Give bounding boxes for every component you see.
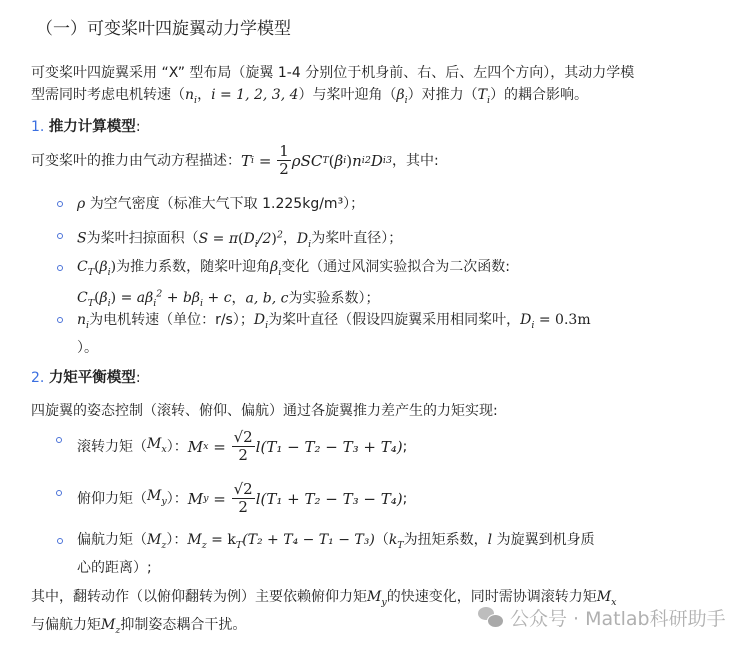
bullet-CT: $C_T(\beta_i)$为推力系数，随桨叶迎角$\beta_i$变化（通过风洞实验拟合为二次函数: $C_T(\beta_i) = a\beta_i^2 + b\beta_i + c$，a, b, c为实验系数）； <box>77 259 510 310</box>
thrust-formula-line: 可变桨叶的推力由气动方程描述： T i = $\frac{1}{2}$ ρSC T ( β i ) n i 2 D i 3 ，其中: <box>31 142 439 178</box>
bullet-pitch-moment: 俯仰力矩（ $M_y$ ）： M y = $\frac{√2}{2}$ l(T₁ + T₂ − T₃ − T₄) ; <box>77 480 408 516</box>
math-n: $n_i$ <box>185 87 198 106</box>
bullet-n: $n_i$为电机转速（单位：r/s）；$D_i$为桨叶直径（假设四旋翼采用相同桨叶，$D_i = 0.3m$ ）。 <box>77 312 591 356</box>
bullet-marker <box>57 265 63 271</box>
bullet-yaw-moment: 偏航力矩$(M_z)$：$M_z = k_T(T_2 + T_4 - T_1 - T_3)(k_T$为扭矩系数，l 为旋翼到机身质 心的距离）; <box>77 532 595 576</box>
section-2-desc: 四旋翼的姿态控制（滚转、俯仰、偏航）通过各旋翼推力差产生的力矩实现: <box>31 403 498 419</box>
intro-line-2: 型需同时考虑电机转速（$n_i$，i = 1, 2, 3, 4）与桨叶迎角$(\beta_i)$对推力$(T_i)$的耦合影响。 <box>31 87 589 106</box>
conclusion-paragraph: 其中，翻转动作（以俯仰翻转为例）主要依赖俯仰力矩$M_y$的快速变化，同时需协调滚转力矩$M_x$ 与偏航力矩$M_z$抑制姿态耦合干扰。 <box>31 589 617 636</box>
bullet-marker <box>57 201 63 207</box>
intro-paragraph <box>31 62 634 112</box>
list-number: 2. <box>31 370 45 386</box>
math-beta: $\beta_i$ <box>396 87 408 106</box>
bullet-marker <box>56 437 62 443</box>
intro-line-1: 可变桨叶四旋翼采用 “X” 型布局（旋翼 1-4 分别位于机身前、右、后、左四个方向），其动力学模 <box>31 65 635 81</box>
list-number: 1. <box>31 119 45 135</box>
math-i-range: i = 1, 2, 3, 4 <box>211 87 299 103</box>
thrust-formula: T i = $\frac{1}{2}$ ρSC T ( β i ) n i 2 D i 3 <box>241 142 392 178</box>
wechat-icon <box>478 607 504 629</box>
bullet-marker <box>56 490 62 496</box>
section-1-heading: 1. 推力计算模型: <box>31 119 141 135</box>
bullet-roll-moment: 滚转力矩（ $M_x$ ）： M x = $\frac{√2}{2}$ l(T₁ − T₂ − T₃ + T₄) ; <box>77 428 408 464</box>
bullet-marker <box>57 538 63 544</box>
bullet-marker <box>57 317 63 323</box>
math-T: $T_i$ <box>477 87 491 106</box>
bullet-rho: ρ 为空气密度（标准大气下取 1.225kg/m³）； <box>77 196 365 212</box>
bullet-S: S为桨叶扫掠面积（$S = \pi(D_i/2)^2$，$D_i$为桨叶直径）； <box>77 229 403 250</box>
bullet-marker <box>57 233 63 239</box>
watermark: 公众号 · Matlab科研助手 <box>478 604 726 631</box>
page-title: （一）可变桨叶四旋翼动力学模型 <box>36 19 291 39</box>
section-2-heading: 2. 力矩平衡模型: <box>31 370 141 386</box>
